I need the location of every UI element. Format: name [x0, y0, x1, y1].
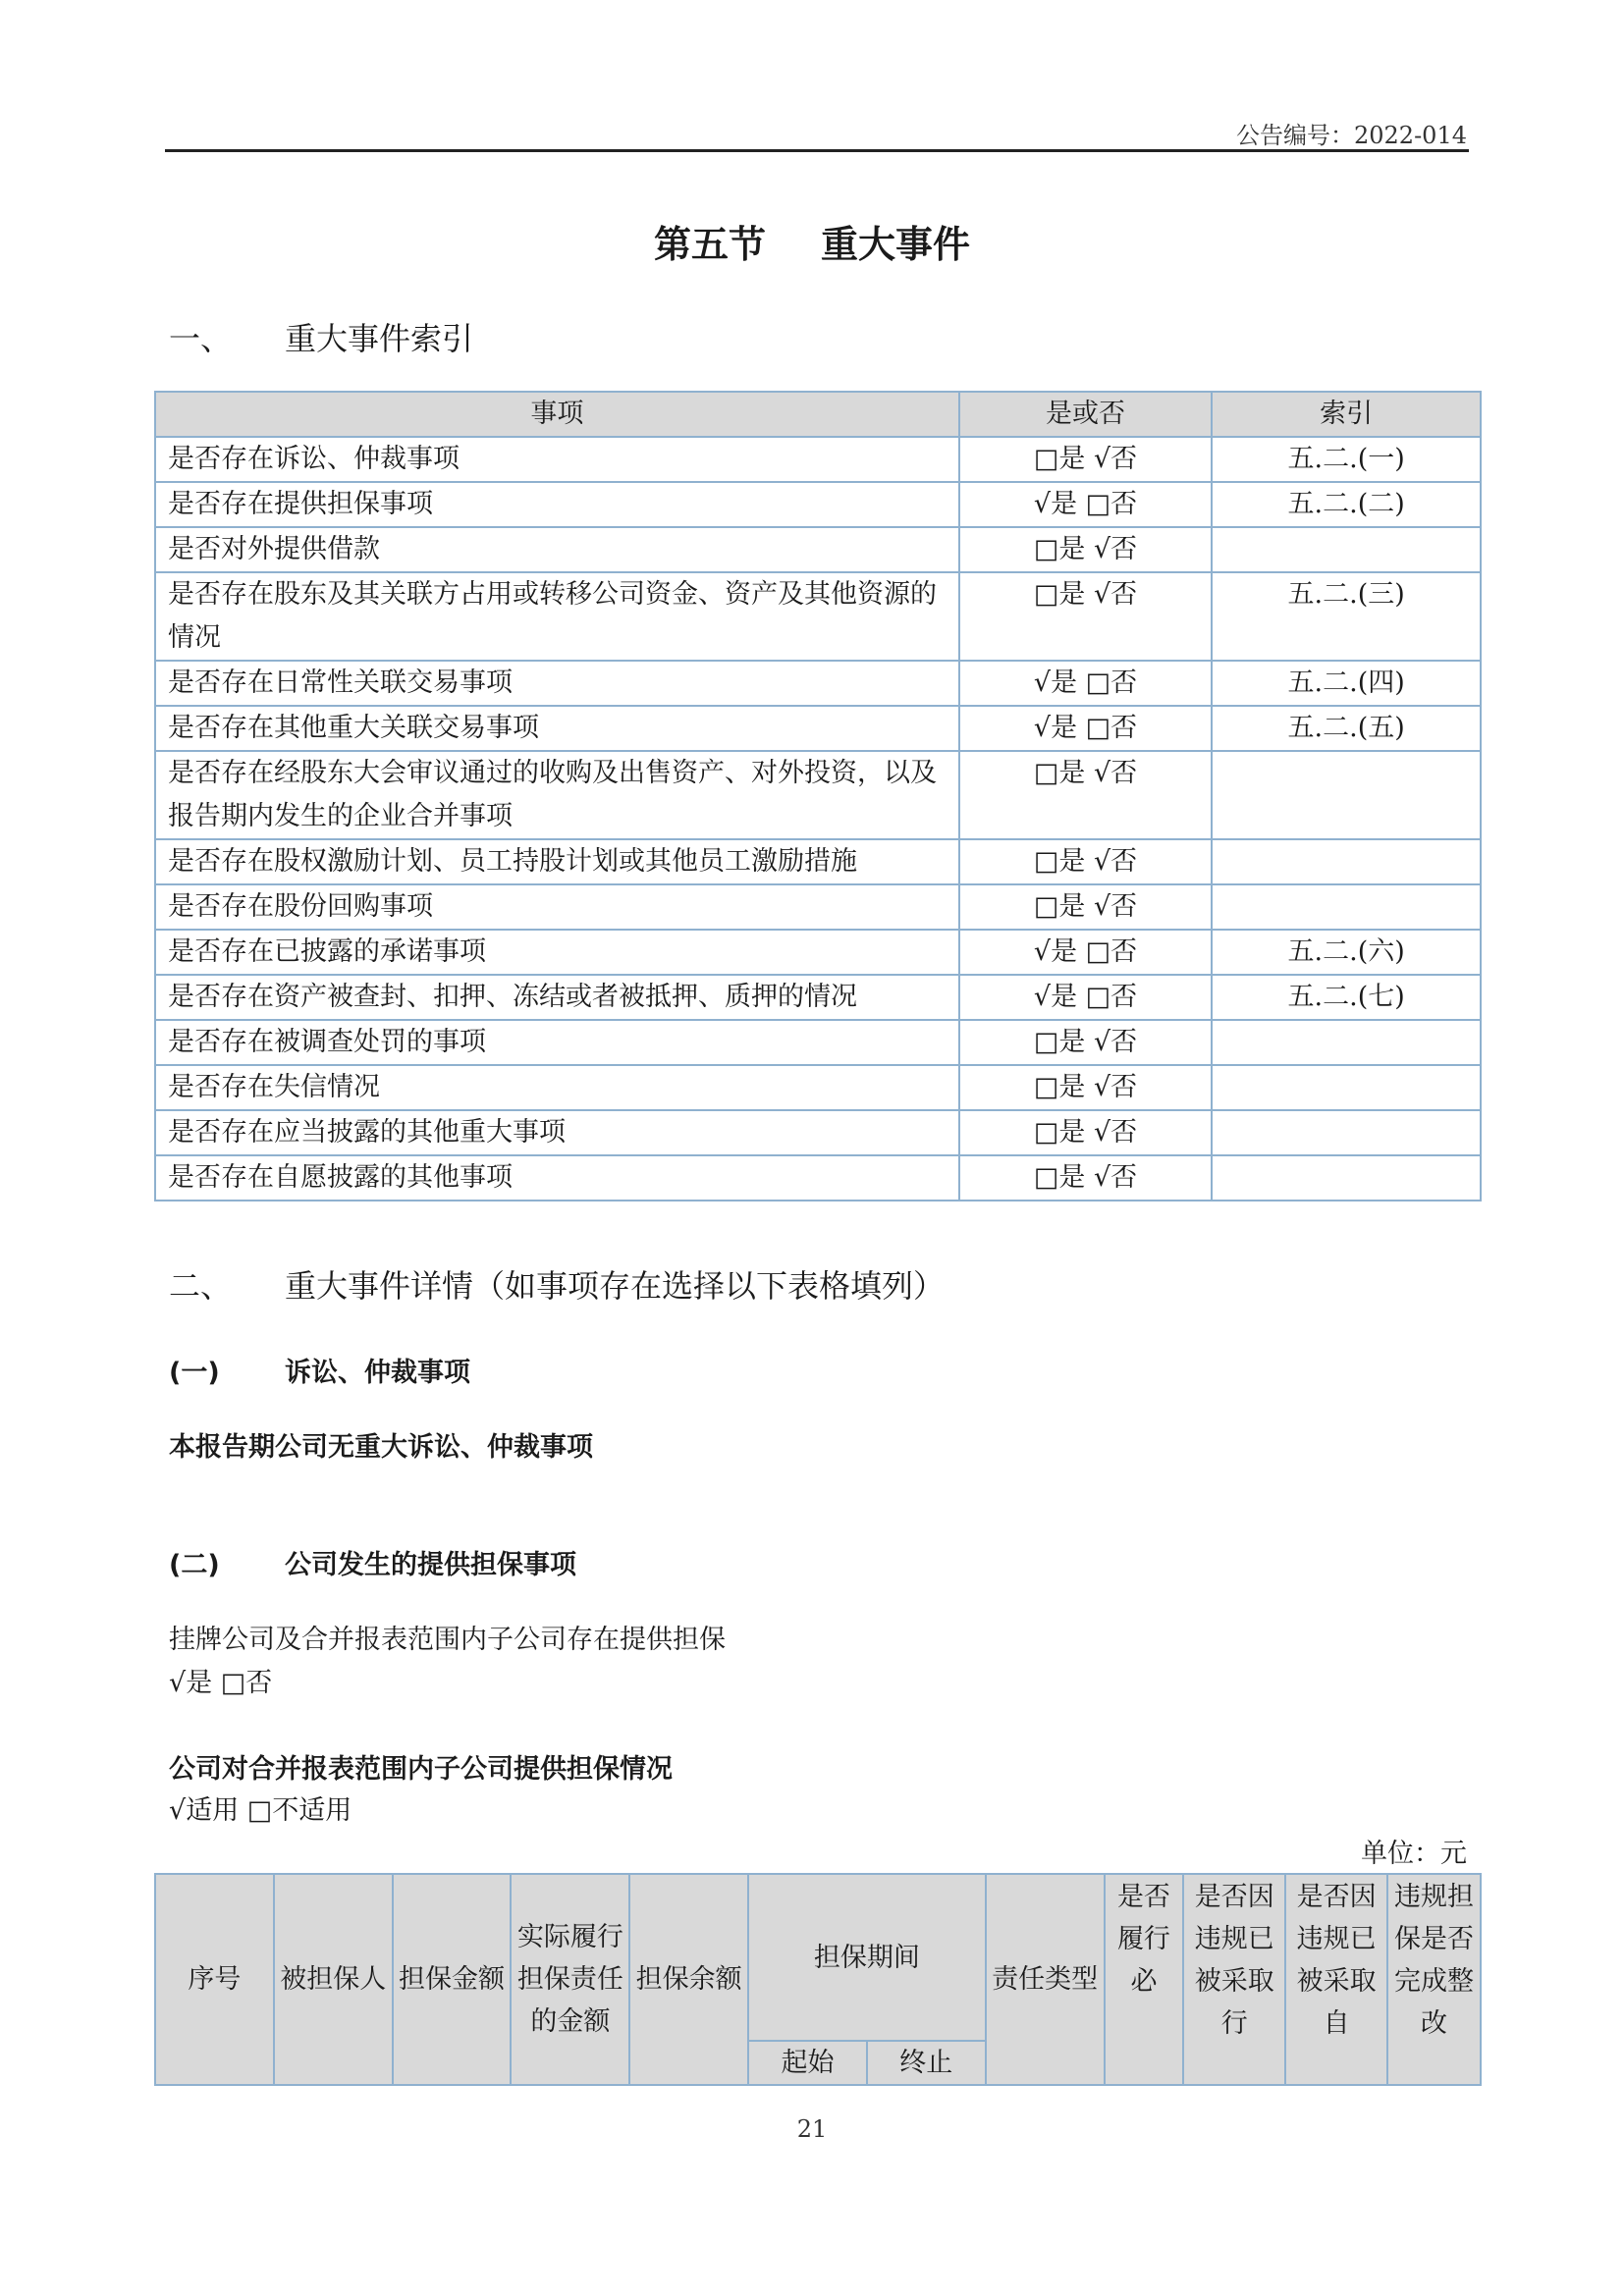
col-header-guaranteed: 被担保人	[274, 1874, 393, 2085]
row-item: 是否存在失信情况	[155, 1065, 959, 1110]
sub2-answer: √是 □否	[169, 1668, 273, 1698]
col-header-start: 起始	[748, 2041, 867, 2085]
row-index: 五.二.(一)	[1212, 437, 1481, 482]
sub2-heading	[169, 1543, 576, 1581]
row-item: 是否存在被调查处罚的事项	[155, 1020, 959, 1065]
row-yesno: √是 □否	[959, 706, 1213, 751]
row-item: 是否存在股权激励计划、员工持股计划或其他员工激励措施	[155, 839, 959, 884]
unit-label: 单位：元	[1361, 1839, 1467, 1869]
row-item: 是否对外提供借款	[155, 527, 959, 572]
row-index	[1212, 1020, 1481, 1065]
table-row	[155, 527, 1481, 572]
major-events-index-table	[154, 391, 1482, 1201]
row-yesno: □是 √否	[959, 1155, 1213, 1201]
part2-heading	[169, 1261, 945, 1307]
row-index	[1212, 839, 1481, 884]
table-header-row	[155, 392, 1481, 437]
row-yesno: □是 √否	[959, 1020, 1213, 1065]
col-header-amount: 担保金额	[393, 1874, 512, 2085]
table-row	[155, 437, 1481, 482]
row-yesno: □是 √否	[959, 437, 1213, 482]
row-yesno: □是 √否	[959, 527, 1213, 572]
sub2-applicable: √适用 □不适用	[169, 1795, 352, 1826]
row-yesno: □是 √否	[959, 572, 1213, 661]
table-row	[155, 1155, 1481, 1201]
col-header-rectified	[1387, 1874, 1481, 2085]
row-index: 五.二.(三)	[1212, 572, 1481, 661]
col-header-end: 终止	[867, 2041, 986, 2085]
table-row	[155, 1020, 1481, 1065]
table-row	[155, 661, 1481, 706]
row-yesno: √是 □否	[959, 482, 1213, 527]
sub2-title: 公司发生的提供担保事项	[285, 1550, 576, 1580]
violation-self-text: 是否因违规已被采取自	[1296, 1881, 1377, 2039]
row-item: 是否存在自愿披露的其他事项	[155, 1155, 959, 1201]
row-item: 是否存在股东及其关联方占用或转移公司资金、资产及其他资源的情况	[155, 572, 959, 661]
section-title	[0, 214, 1624, 268]
row-item: 是否存在日常性关联交易事项	[155, 661, 959, 706]
row-item: 是否存在资产被查封、扣押、冻结或者被抵押、质押的情况	[155, 975, 959, 1020]
performed-text: 是否履行必	[1116, 1881, 1170, 1997]
row-item: 是否存在已披露的承诺事项	[155, 930, 959, 975]
row-index: 五.二.(五)	[1212, 706, 1481, 751]
col-header-type: 责任类型	[986, 1874, 1105, 2085]
row-yesno: □是 √否	[959, 1110, 1213, 1155]
row-index: 五.二.(六)	[1212, 930, 1481, 975]
row-yesno: √是 □否	[959, 661, 1213, 706]
row-yesno: □是 √否	[959, 1065, 1213, 1110]
col-header-violation-taken	[1183, 1874, 1285, 2085]
sub1-text: 本报告期公司无重大诉讼、仲裁事项	[169, 1432, 593, 1463]
row-index	[1212, 884, 1481, 930]
row-item: 是否存在应当披露的其他重大事项	[155, 1110, 959, 1155]
table-row	[155, 884, 1481, 930]
row-item: 是否存在股份回购事项	[155, 884, 959, 930]
table-row	[155, 751, 1481, 839]
col-header-actual: 实际履行担保责任的金额	[511, 1874, 629, 2085]
sub2-question: 挂牌公司及合并报表范围内子公司存在提供担保	[169, 1625, 726, 1655]
table-row	[155, 482, 1481, 527]
row-index	[1212, 1065, 1481, 1110]
table-row	[155, 930, 1481, 975]
col-header-violation-self	[1285, 1874, 1387, 2085]
guarantee-table	[154, 1873, 1482, 2086]
row-item: 是否存在诉讼、仲裁事项	[155, 437, 959, 482]
part2-title: 重大事件详情（如事项存在选择以下表格填列）	[285, 1267, 946, 1305]
row-yesno: □是 √否	[959, 884, 1213, 930]
announcement-number: 公告编号：2022-014	[1236, 122, 1467, 149]
row-index	[1212, 527, 1481, 572]
row-index: 五.二.(二)	[1212, 482, 1481, 527]
header-divider	[165, 149, 1469, 152]
violation-taken-text: 是否因违规已被采取行	[1194, 1881, 1274, 2039]
page-number: 21	[796, 2115, 828, 2143]
table-row	[155, 706, 1481, 751]
section-title-part1: 第五节	[653, 223, 766, 266]
col-header-performed	[1105, 1874, 1184, 2085]
row-item: 是否存在经股东大会审议通过的收购及出售资产、对外投资，以及报告期内发生的企业合并事项	[155, 751, 959, 839]
col-header-yesno: 是或否	[959, 392, 1213, 437]
col-header-seq: 序号	[155, 1874, 274, 2085]
sub2-subtitle: 公司对合并报表范围内子公司提供担保情况	[169, 1754, 673, 1785]
row-index	[1212, 751, 1481, 839]
row-index	[1212, 1155, 1481, 1201]
row-yesno: □是 √否	[959, 839, 1213, 884]
table-row	[155, 975, 1481, 1020]
sub1-heading	[169, 1351, 470, 1389]
row-item: 是否存在提供担保事项	[155, 482, 959, 527]
row-item: 是否存在其他重大关联交易事项	[155, 706, 959, 751]
rectified-text: 违规担保是否完成整改	[1394, 1881, 1475, 2039]
part1-heading	[169, 314, 473, 359]
sub1-number: (一)	[169, 1358, 220, 1388]
row-yesno: √是 □否	[959, 930, 1213, 975]
row-index: 五.二.(四)	[1212, 661, 1481, 706]
row-index	[1212, 1110, 1481, 1155]
col-header-index: 索引	[1212, 392, 1481, 437]
part1-title: 重大事件索引	[285, 320, 474, 357]
col-header-balance: 担保余额	[629, 1874, 748, 2085]
section-title-part2: 重大事件	[821, 223, 971, 266]
table-row	[155, 839, 1481, 884]
table-row	[155, 1065, 1481, 1110]
row-index: 五.二.(七)	[1212, 975, 1481, 1020]
table-row	[155, 1110, 1481, 1155]
row-yesno: □是 √否	[959, 751, 1213, 839]
col-header-item: 事项	[155, 392, 959, 437]
table-row	[155, 572, 1481, 661]
sub2-number: (二)	[169, 1550, 220, 1580]
col-header-period: 担保期间	[748, 1874, 986, 2041]
part2-number: 二、	[169, 1267, 233, 1305]
part1-number: 一、	[169, 320, 233, 357]
row-yesno: √是 □否	[959, 975, 1213, 1020]
sub1-title: 诉讼、仲裁事项	[285, 1358, 470, 1388]
